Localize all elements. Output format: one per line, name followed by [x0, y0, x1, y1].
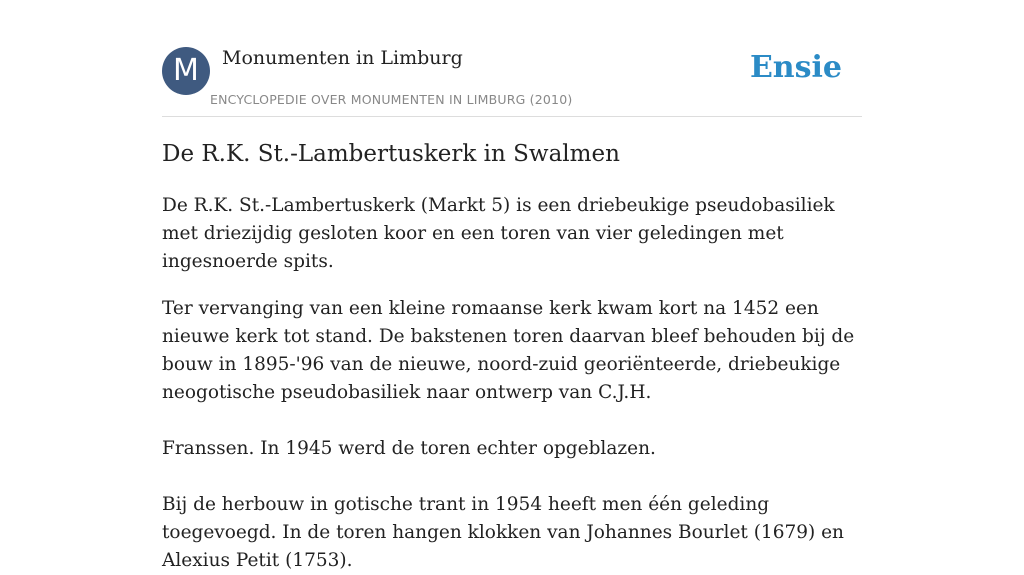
article: [162, 138, 867, 575]
article-paragraph: Bij de herbouw in gotische trant in 1954 heeft men één geleding toegevoegd. In de toren hangen klokken van Johannes Bourlet (1679) en Alexius Petit (1753).: [162, 494, 844, 571]
source-subtitle: ENCYCLOPEDIE OVER MONUMENTEN IN LIMBURG (2010): [210, 92, 573, 107]
article-paragraph: Franssen. In 1945 werd de toren echter opgeblazen.: [162, 438, 656, 459]
article-title: De R.K. St.-Lambertuskerk in Swalmen: [162, 141, 620, 167]
source-title-link[interactable]: Monumenten in Limburg: [222, 47, 463, 69]
brand-logo[interactable]: Ensie: [749, 50, 842, 85]
source-header: [162, 46, 862, 117]
article-paragraph: Ter vervanging van een kleine romaanse kerk kwam kort na 1452 een nieuwe kerk tot stand. De bakstenen toren daarvan bleef behouden bij de bouw in 1895-'96 van de nieuwe, noord-zuid georiënteerde, driebeukige neogotische pseudobasiliek naar ontwerp van C.J.H.: [162, 298, 855, 403]
article-paragraph: De R.K. St.-Lambertuskerk (Markt 5) is een driebeukige pseudobasiliek met driezijdig gesloten koor en een toren van vier geledingen met ingesnoerde spits.: [162, 195, 835, 272]
avatar[interactable]: M: [162, 47, 210, 95]
